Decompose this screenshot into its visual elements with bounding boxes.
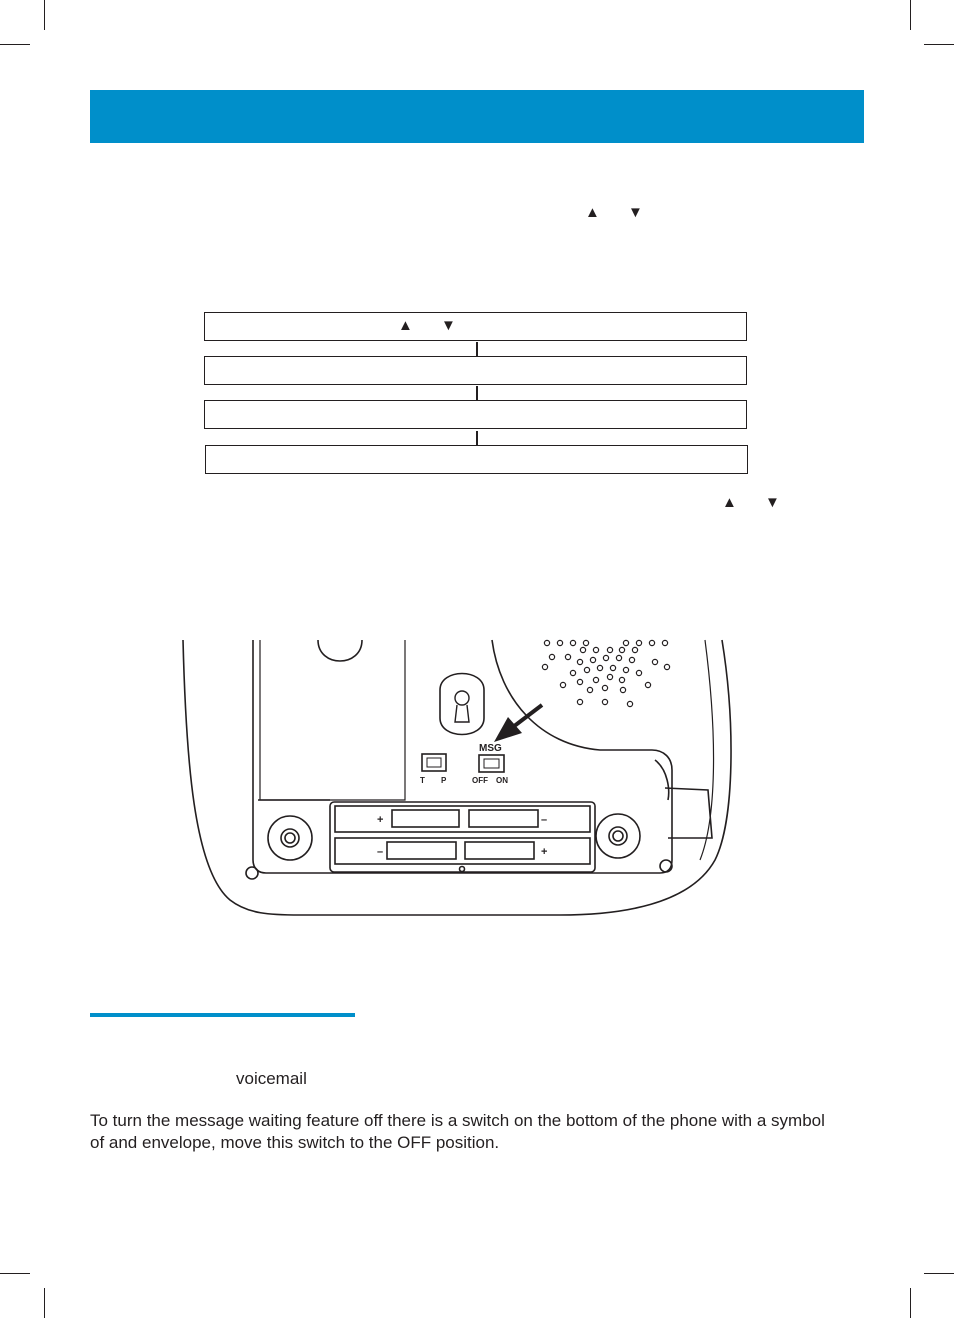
flow-connector [476, 342, 478, 356]
down-arrow-icon: ▼ [441, 317, 456, 334]
flow-step-1 [204, 312, 747, 341]
flow-step-2 [204, 356, 747, 385]
body-paragraph-line-1: To turn the message waiting feature off there is a switch on the bottom of the phone with a symbol [90, 1111, 825, 1130]
screw-right-inner [609, 827, 627, 845]
flow-connector [476, 431, 478, 445]
battery-plus-label: + [377, 814, 384, 826]
battery-2 [469, 810, 538, 827]
voicemail-word: voicemail [236, 1069, 307, 1088]
screw-left-inner [281, 829, 299, 847]
screw-right-outer [596, 814, 640, 858]
tp-switch-label-p: P [441, 776, 447, 785]
up-arrow-icon: ▲ [398, 317, 413, 334]
battery-minus-label: – [377, 846, 384, 858]
body-paragraph-line-2: of and envelope, move this switch to the OFF position. [90, 1133, 500, 1152]
speaker-grille [542, 640, 669, 706]
crop-mark-bottom-left-h [0, 1273, 30, 1274]
battery-compartment [330, 802, 595, 872]
flow-step-3 [204, 400, 747, 429]
crop-mark-bottom-left-v [44, 1288, 45, 1318]
msg-switch-title: MSG [479, 743, 502, 754]
tp-switch-label-t: T [420, 776, 425, 785]
crop-mark-bottom-right-h [924, 1273, 954, 1274]
keyhole-slot [455, 691, 469, 722]
crop-mark-top-left-v [44, 0, 45, 30]
flow-connector [476, 386, 478, 400]
crop-mark-top-right-v [910, 0, 911, 30]
phone-base-diagram [180, 618, 742, 952]
battery-minus-label: – [541, 814, 548, 826]
flow-step-4 [205, 445, 748, 474]
msg-switch-label-on: ON [496, 776, 508, 785]
crop-mark-bottom-right-v [910, 1288, 911, 1318]
msg-switch [479, 755, 504, 772]
top-notch [318, 640, 362, 661]
section-rule [90, 1013, 355, 1017]
crop-mark-top-right-h [924, 44, 954, 45]
battery-4 [465, 842, 534, 859]
down-arrow-icon: ▼ [765, 494, 780, 511]
screw-left-outer [268, 816, 312, 860]
battery-1 [392, 810, 459, 827]
section-header-bar [90, 90, 864, 143]
battery-3 [387, 842, 456, 859]
msg-switch-label-off: OFF [472, 776, 488, 785]
up-arrow-icon: ▲ [585, 204, 600, 221]
up-arrow-icon: ▲ [722, 494, 737, 511]
crop-mark-top-left-h [0, 44, 30, 45]
down-arrow-icon: ▼ [628, 204, 643, 221]
tp-switch [422, 754, 446, 771]
keyhole-outline [440, 674, 484, 735]
battery-plus-label: + [541, 846, 548, 858]
